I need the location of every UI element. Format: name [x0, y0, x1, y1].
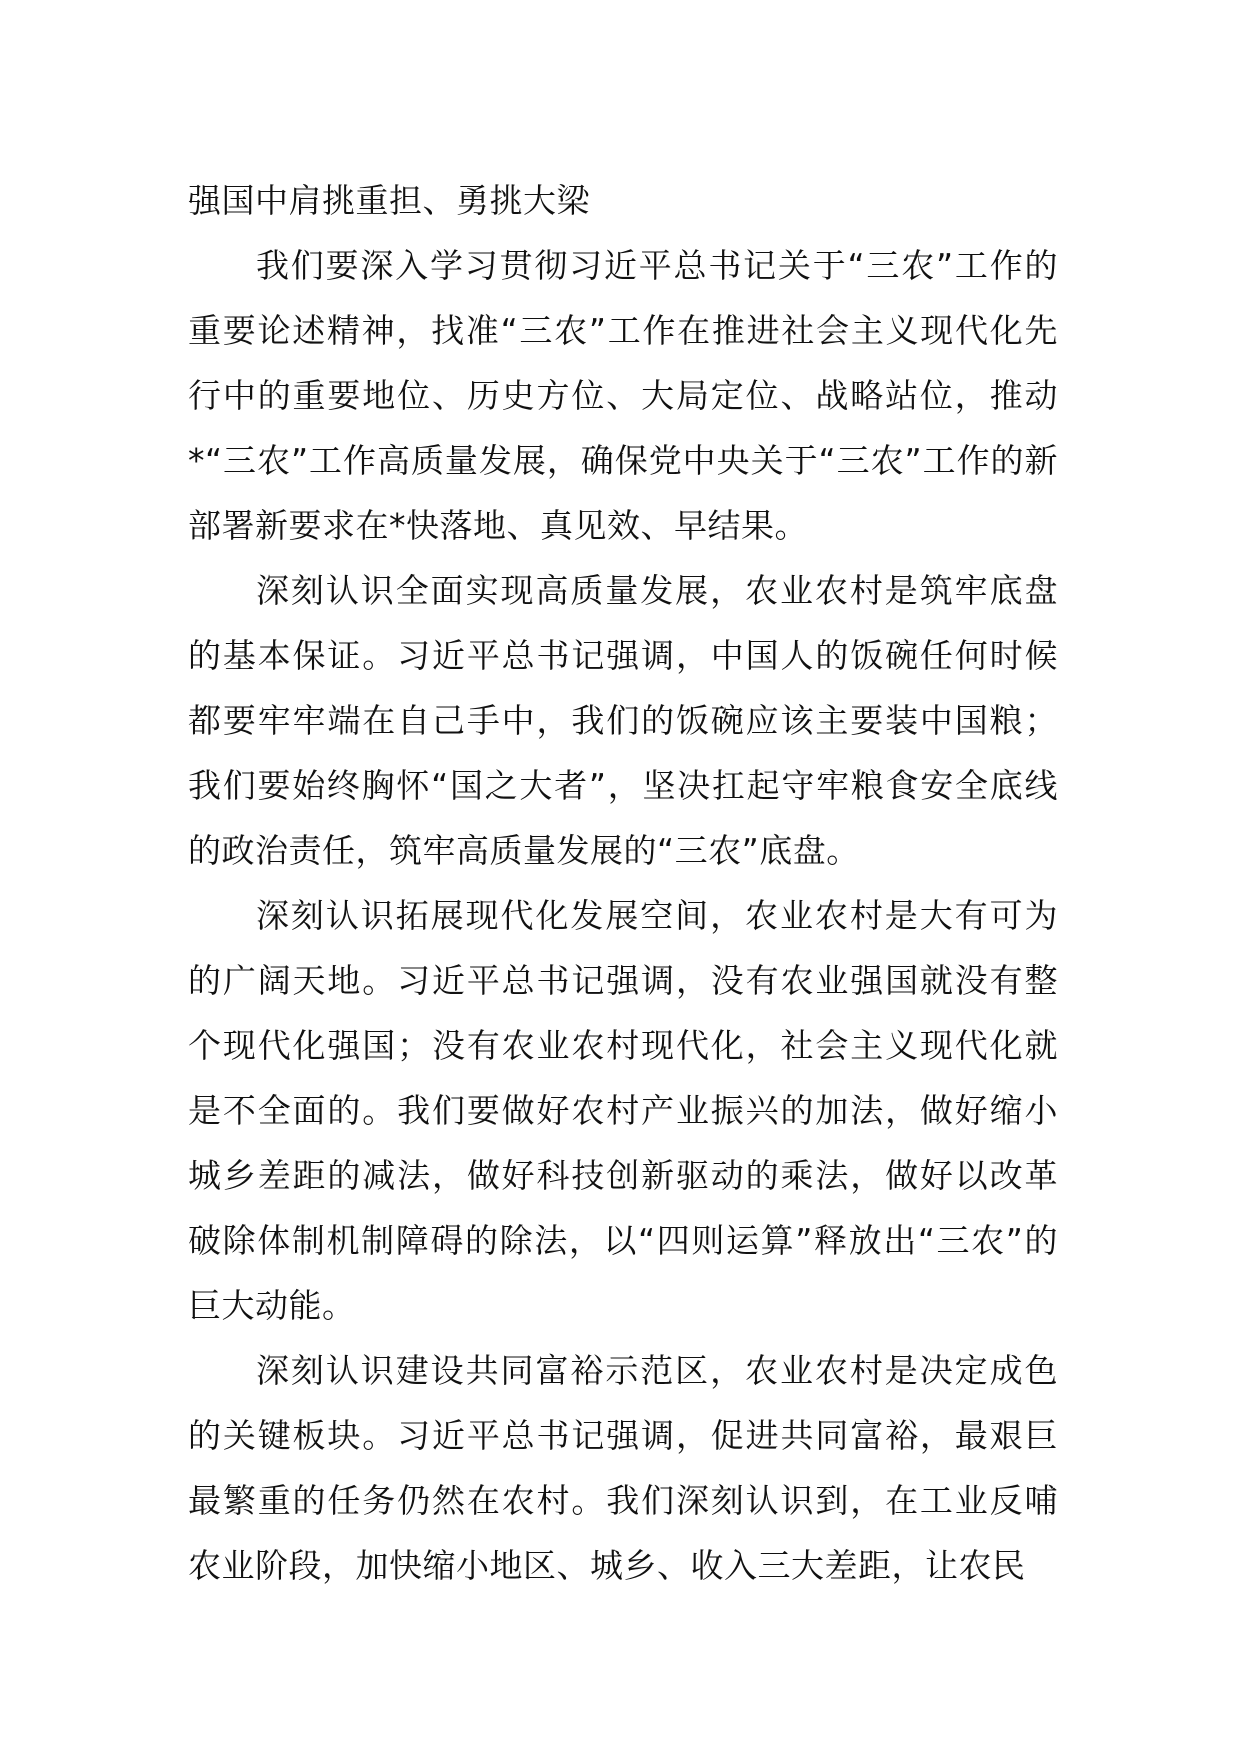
paragraph-common-prosperity: 深刻认识建设共同富裕示范区，农业农村是决定成色的关键板块。习近平总书记强调，促进共同富裕，最艰巨最繁重的任务仍然在农村。我们深刻认识到，在工业反哺农业阶段，加快缩小地区、城乡、收入三大差距，让农民 — [188, 1351, 1058, 1585]
paragraph-modernization-space: 深刻认识拓展现代化发展空间，农业农村是大有可为的广阔天地。习近平总书记强调，没有农业强国就没有整个现代化强国；没有农业农村现代化，社会主义现代化就是不全面的。我们要做好农村产业振兴的加法，做好缩小城乡差距的减法，做好科技创新驱动的乘法，做好以改革破除体制机制障碍的除法，以“四则运算”释放出“三农”的巨大动能。 — [188, 896, 1058, 1325]
paragraph-sannong-work: 我们要深入学习贯彻习近平总书记关于“三农”工作的重要论述精神，找准“三农”工作在推进社会主义现代化先行中的重要地位、历史方位、大局定位、战略站位，推动*“三农”工作高质量发展，确保党中央关于“三农”工作的新部署新要求在*快落地、真见效、早结果。 — [188, 246, 1058, 545]
paragraph-high-quality-development: 深刻认识全面实现高质量发展，农业农村是筑牢底盘的基本保证。习近平总书记强调，中国人的饭碗任何时候都要牢牢端在自己手中，我们的饭碗应该主要装中国粮；我们要始终胸怀“国之大者”，坚决扛起守牢粮食安全底线的政治责任，筑牢高质量发展的“三农”底盘。 — [188, 571, 1058, 870]
document-body — [188, 168, 1058, 1598]
paragraph-continuation: 强国中肩挑重担、勇挑大梁 — [188, 181, 590, 220]
